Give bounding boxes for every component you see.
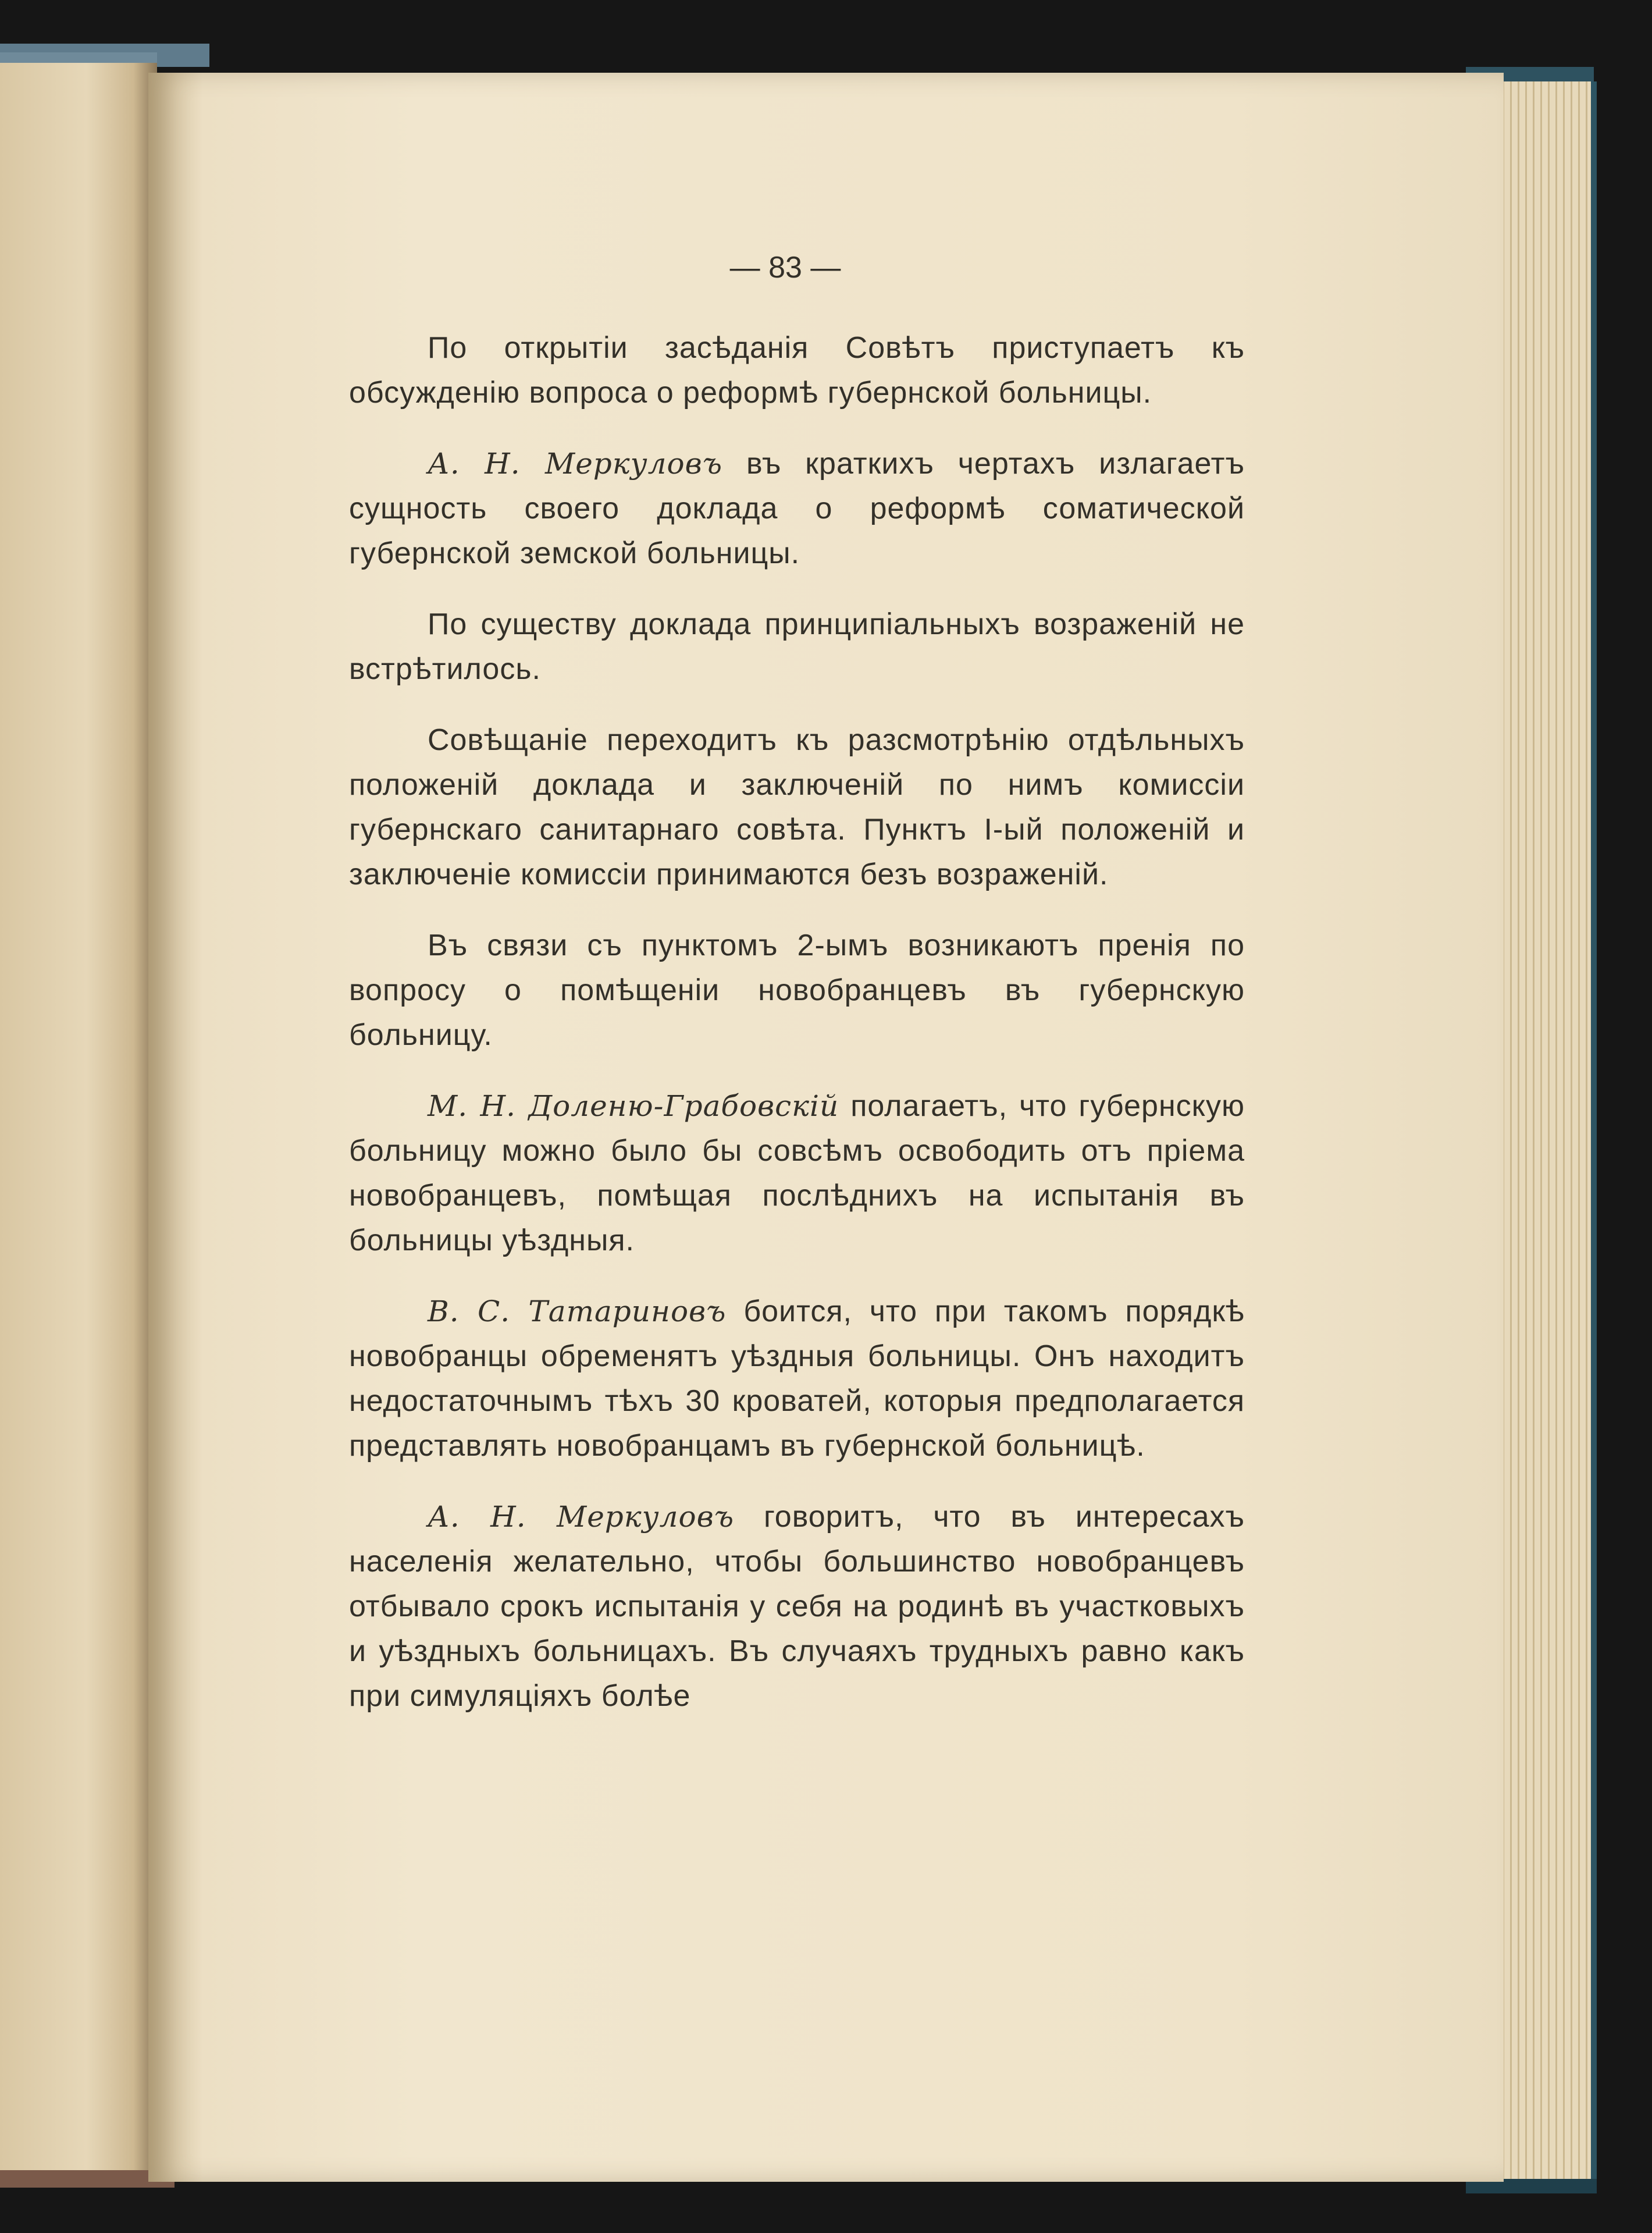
speaker-name: А. Н. Меркуловъ <box>428 1500 735 1534</box>
paragraph <box>349 1084 1245 1263</box>
paragraph-text: Совѣщаніе переходитъ къ разсмотрѣнію отдѣльныхъ положеній доклада и заключеній по нимъ комиссіи губернскаго санитарнаго совѣта. Пунктъ I-ый положеній и заключеніе комиссіи принимаются безъ возраженій. <box>349 723 1245 891</box>
paragraph-text: полагаетъ, что губернскую больницу можно было бы совсѣмъ освободить отъ пріема новобранцевъ, помѣщая послѣднихъ на испытанія въ больницы уѣздныя. <box>349 1089 1245 1257</box>
paragraph-text: говоритъ, что въ интересахъ населенія желательно, чтобы большинство новобранцевъ отбывало срокъ испытанія у себя на родинѣ въ участковыхъ и уѣздныхъ больницахъ. Въ случаяхъ трудныхъ равно какъ при симуляціяхъ болѣе <box>349 1500 1245 1713</box>
paragraph <box>349 602 1245 692</box>
paragraph-text: въ краткихъ чертахъ излагаетъ сущность своего доклада о реформѣ соматической губернской земской больницы. <box>349 447 1245 570</box>
paragraph <box>349 442 1245 576</box>
paragraph <box>349 1289 1245 1468</box>
paragraph-text: Въ связи съ пунктомъ 2-ымъ возникаютъ пренія по вопросу о помѣщеніи новобранцевъ въ губернскую больницу. <box>349 929 1245 1052</box>
page-body <box>349 326 1245 1719</box>
paragraph <box>349 718 1245 897</box>
paragraph-text: По открытіи засѣданія Совѣтъ приступаетъ къ обсужденію вопроса о реформѣ губернской больницы. <box>349 331 1245 410</box>
speaker-name: В. С. Татариновъ <box>428 1295 727 1328</box>
paragraph <box>349 326 1245 415</box>
previous-page-edge <box>0 52 157 2186</box>
stacked-page-edges <box>1489 81 1597 2188</box>
paragraph-text: боится, что при такомъ порядкѣ новобранцы обременятъ уѣздныя больницы. Онъ находитъ недостаточнымъ тѣхъ 30 кроватей, которыя предполагается представлять новобранцамъ въ губернской больницѣ. <box>349 1295 1245 1463</box>
page-number: — 83 — <box>729 251 841 285</box>
paragraph <box>349 923 1245 1058</box>
paragraph <box>349 1495 1245 1719</box>
speaker-name: М. Н. Доленю-Грабовскій <box>428 1089 839 1123</box>
paragraph-text: По существу доклада принципіальныхъ возраженій не встрѣтилось. <box>349 607 1245 686</box>
speaker-name: А. Н. Меркуловъ <box>428 447 723 481</box>
